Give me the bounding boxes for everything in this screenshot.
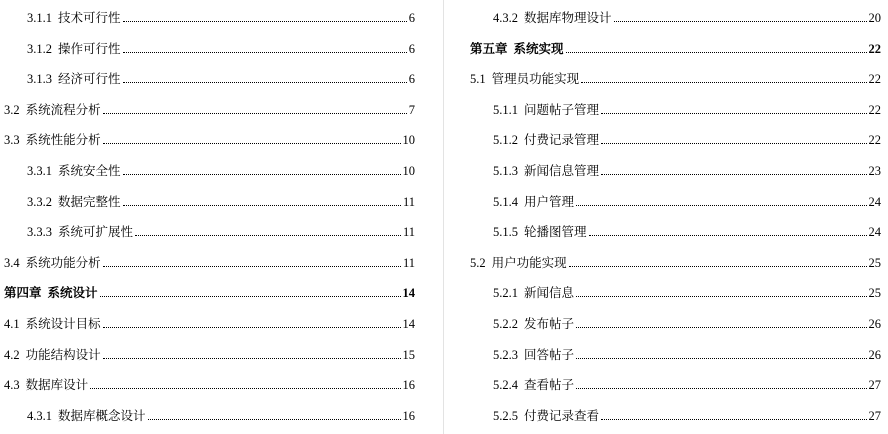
toc-entry-title: 新闻信息	[524, 286, 575, 301]
toc-dot-leader	[103, 358, 401, 359]
toc-entry-page-number: 27	[868, 378, 881, 393]
toc-dot-leader	[90, 388, 400, 389]
toc-entry[interactable]	[27, 6, 415, 26]
toc-entry-number: 4.2	[4, 347, 20, 362]
toc-entry-title: 系统性能分析	[25, 133, 101, 148]
toc-entry-number: 5.2	[470, 255, 486, 270]
toc-entry-page-number: 10	[402, 133, 415, 148]
toc-entry-title: 操作可行性	[58, 41, 121, 56]
toc-dot-leader	[576, 327, 866, 328]
toc-entry-title: 系统设计	[47, 286, 98, 301]
toc-entry-title: 管理员功能实现	[491, 72, 580, 87]
toc-entry-title: 付费记录管理	[524, 133, 600, 148]
toc-entry[interactable]	[493, 404, 881, 424]
toc-entry[interactable]	[493, 98, 881, 118]
toc-entry-number: 5.2.1	[493, 286, 518, 301]
toc-entry-page-number: 14	[402, 317, 415, 331]
toc-dot-leader	[569, 266, 867, 267]
toc-entry-number: 3.1.2	[27, 41, 52, 56]
toc-entry-page-number: 25	[868, 286, 881, 301]
toc-entry-number: 3.2	[4, 102, 20, 117]
toc-entry[interactable]	[493, 159, 881, 179]
toc-entry-page-number: 6	[408, 11, 415, 25]
toc-dot-leader	[103, 327, 401, 328]
toc-entry-number: 3.3.1	[27, 164, 52, 178]
toc-entry-number: 3.1.1	[27, 11, 52, 25]
toc-entry-title: 系统可扩展性	[58, 225, 134, 240]
toc-entry[interactable]	[493, 281, 881, 301]
toc-entry-number: 5.2.3	[493, 347, 518, 362]
toc-entry[interactable]	[493, 312, 881, 332]
toc-entry[interactable]	[470, 251, 881, 271]
toc-dot-leader	[123, 82, 407, 83]
toc-entry[interactable]	[493, 220, 881, 240]
toc-entry[interactable]	[493, 343, 881, 363]
toc-entry-title: 数据库设计	[25, 378, 89, 393]
toc-dot-leader	[103, 266, 401, 267]
toc-entry-page-number: 22	[868, 133, 881, 148]
toc-entry-number: 第四章	[4, 286, 42, 301]
toc-entry-page-number: 27	[868, 408, 881, 423]
toc-entry[interactable]	[493, 128, 881, 148]
page-divider	[443, 0, 444, 434]
toc-entry-number: 3.1.3	[27, 72, 52, 87]
toc-entry-number: 5.1.4	[493, 194, 518, 209]
toc-entry-title: 经济可行性	[58, 72, 121, 87]
toc-entry-number: 3.3	[4, 133, 20, 148]
toc-entry[interactable]	[493, 373, 881, 393]
toc-entry-number: 4.3.2	[493, 11, 518, 25]
toc-entry[interactable]	[4, 373, 415, 393]
toc-entry-page-number: 16	[402, 378, 415, 393]
toc-entry-title: 轮播图管理	[524, 225, 587, 240]
toc-entry-title: 系统功能分析	[25, 255, 101, 270]
toc-entry-title: 用户功能实现	[491, 255, 567, 270]
toc-entry-page-number: 23	[868, 164, 881, 178]
toc-entry-page-number: 22	[868, 41, 881, 56]
toc-entry-number: 5.1	[470, 72, 486, 87]
toc-dot-leader	[135, 235, 401, 236]
toc-entry-number: 5.2.5	[493, 408, 518, 423]
toc-entry-title: 查看帖子	[524, 378, 575, 393]
toc-entry[interactable]	[27, 67, 415, 87]
toc-dot-leader	[100, 296, 401, 297]
toc-entry-page-number: 26	[868, 317, 881, 331]
toc-entry-page-number: 22	[868, 72, 881, 87]
toc-entry-page-number: 11	[402, 194, 415, 209]
toc-entry-title: 系统安全性	[58, 164, 121, 178]
toc-entry-number: 5.1.1	[493, 102, 518, 117]
toc-dot-leader	[601, 113, 866, 114]
toc-entry-page-number: 20	[868, 11, 881, 25]
toc-entry-page-number: 16	[402, 408, 415, 423]
toc-dot-leader	[123, 21, 407, 22]
toc-entry-number: 3.3.2	[27, 194, 52, 209]
toc-entry-title: 用户管理	[524, 194, 575, 209]
toc-dot-leader	[601, 174, 866, 175]
toc-page-right	[466, 0, 888, 434]
toc-entry[interactable]	[27, 404, 415, 424]
toc-dot-leader	[576, 205, 866, 206]
toc-entry[interactable]	[493, 6, 881, 26]
toc-entry-number: 第五章	[470, 41, 508, 56]
toc-entry-page-number: 22	[868, 102, 881, 117]
toc-dot-leader	[614, 21, 867, 22]
toc-entry[interactable]	[27, 37, 415, 57]
toc-entry-title: 功能结构设计	[25, 347, 101, 362]
toc-dot-leader	[566, 52, 867, 53]
toc-entry-number: 5.1.5	[493, 225, 518, 240]
toc-entry-title: 系统实现	[513, 41, 564, 56]
toc-entry-page-number: 14	[402, 286, 415, 301]
toc-entry-title: 技术可行性	[58, 11, 121, 25]
toc-entry-title: 系统设计目标	[25, 317, 101, 331]
toc-dot-leader	[123, 205, 401, 206]
toc-entry-title: 数据完整性	[58, 194, 121, 209]
toc-entry[interactable]	[4, 128, 415, 148]
toc-entry-number: 5.2.4	[493, 378, 518, 393]
toc-entry[interactable]	[470, 67, 881, 87]
toc-dot-leader	[589, 235, 867, 236]
toc-page-left	[0, 0, 420, 434]
toc-entry[interactable]	[4, 281, 415, 301]
toc-dot-leader	[581, 82, 866, 83]
toc-entry[interactable]	[493, 190, 881, 210]
toc-dot-leader	[601, 143, 866, 144]
toc-entry-title: 发布帖子	[524, 317, 575, 331]
toc-dot-leader	[103, 143, 401, 144]
toc-entry-title: 数据库物理设计	[524, 11, 612, 25]
toc-entry-page-number: 6	[408, 72, 415, 87]
toc-entry-number: 5.1.2	[493, 133, 518, 148]
toc-entry-page-number: 11	[402, 225, 415, 240]
toc-entry-title: 数据库概念设计	[58, 408, 146, 423]
toc-entry-title: 系统流程分析	[25, 102, 101, 117]
toc-entry-page-number: 15	[402, 347, 415, 362]
toc-entry-title: 回答帖子	[524, 347, 575, 362]
toc-entry-number: 4.3.1	[27, 408, 52, 423]
toc-entry[interactable]	[470, 37, 881, 57]
toc-entry[interactable]	[27, 220, 415, 240]
toc-entry-page-number: 24	[868, 225, 881, 240]
toc-dot-leader	[123, 52, 407, 53]
toc-entry-number: 4.3	[4, 378, 20, 393]
toc-entry-page-number: 26	[868, 347, 881, 362]
toc-entry[interactable]	[4, 343, 415, 363]
toc-dot-leader	[148, 419, 401, 420]
toc-entry-number: 5.1.3	[493, 164, 518, 178]
toc-entry-title: 新闻信息管理	[524, 164, 600, 178]
toc-entry-number: 5.2.2	[493, 317, 518, 331]
toc-entry-page-number: 24	[868, 194, 881, 209]
toc-entry-page-number: 11	[402, 255, 415, 270]
toc-entry-page-number: 25	[868, 255, 881, 270]
toc-entry[interactable]	[27, 190, 415, 210]
toc-entry[interactable]	[27, 159, 415, 179]
toc-entry-page-number: 7	[408, 102, 415, 117]
toc-entry-number: 3.3.3	[27, 225, 52, 240]
toc-dot-leader	[576, 388, 866, 389]
toc-entry-title: 付费记录查看	[524, 408, 600, 423]
toc-entry-title: 问题帖子管理	[524, 102, 600, 117]
toc-dot-leader	[601, 419, 866, 420]
toc-entry-number: 3.4	[4, 255, 20, 270]
toc-entry[interactable]	[4, 251, 415, 271]
toc-dot-leader	[103, 113, 407, 114]
toc-dot-leader	[576, 358, 866, 359]
toc-entry-page-number: 6	[408, 41, 415, 56]
toc-dot-leader	[123, 174, 401, 175]
toc-entry[interactable]	[4, 312, 415, 332]
toc-entry-page-number: 10	[402, 164, 415, 178]
toc-entry-number: 4.1	[4, 317, 20, 331]
toc-entry[interactable]	[4, 98, 415, 118]
toc-dot-leader	[576, 296, 866, 297]
